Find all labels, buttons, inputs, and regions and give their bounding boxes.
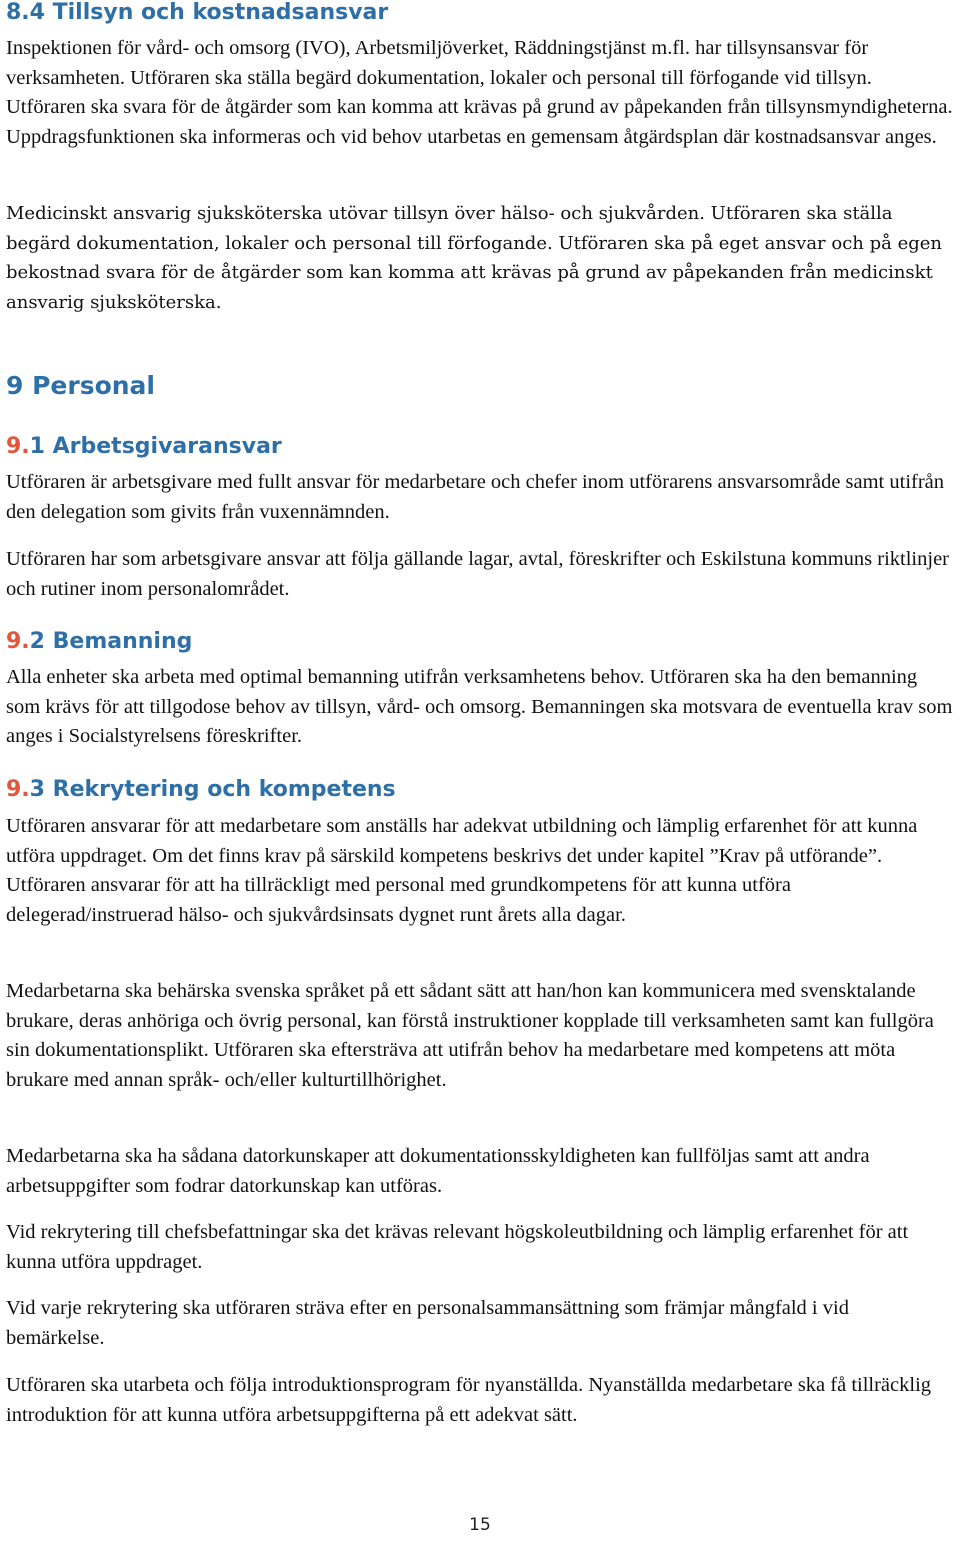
heading-9: 9 Personal xyxy=(6,371,155,400)
heading-8-4: 8.4 Tillsyn och kostnadsansvar xyxy=(6,0,389,25)
heading-9-2-title: 2 Bemanning xyxy=(29,629,193,654)
paragraph-9-3-4: Vid rekrytering till chefsbefattningar ska det krävas relevant högskoleutbildning och lämplig erfarenhet för att kunna utföra uppdraget. xyxy=(6,1221,909,1273)
paragraph-8-4-1-text: Inspektionen för vård- och omsorg (IVO), Arbetsmiljöverket, Räddningstjänst m.fl. har tillsynsansvar för verksamheten. Utföraren ska ställa begärd dokumentation, lokaler och personal till förfogande vid tillsyn. Utföraren ska svara för de åtgärder som kan komma att krävas på grund av påpekanden från tillsynsmyndigheterna. Uppdragsfunktionen ska informeras och vid behov utarbetas en gemensam åtgärdsplan där kostnadsansvar anges. xyxy=(6,37,953,148)
heading-9-3 xyxy=(6,775,396,805)
page-number: 15 xyxy=(469,1515,491,1535)
paragraph-9-3-2: Medarbetarna ska behärska svenska språket på ett sådant sätt att han/hon kan kommunicera med svensktalande brukare, deras anhöriga och övrig personal, kan förstå instruktioner kopplade till verksamheten samt kan fullgöra sin dokumentationsplikt. Utföraren ska eftersträva att utifrån behov ha medarbetare med kompetens att möta brukare med annan språk- och/eller kulturtillhörighet. xyxy=(6,980,934,1091)
heading-9-2 xyxy=(6,627,192,657)
heading-9-1-number: 9. xyxy=(6,434,30,459)
heading-9-3-number: 9. xyxy=(6,777,30,802)
paragraph-9-3-6: Utföraren ska utarbeta och följa introduktionsprogram för nyanställda. Nyanställda medarbetare ska få tillräcklig introduktion för att kunna utföra arbetsuppgifterna på ett adekvat sätt. xyxy=(6,1374,932,1426)
paragraph-9-3-3: Medarbetarna ska ha sådana datorkunskaper att dokumentationsskyldigheten kan fullföljas samt att andra arbetsuppgifter som fodrar datorkunskap kan utföras. xyxy=(6,1145,870,1197)
heading-9-3-title: 3 Rekrytering och kompetens xyxy=(29,777,396,802)
paragraph-9-1-1: Utföraren är arbetsgivare med fullt ansvar för medarbetare och chefer inom utförarens ansvarsområde samt utifrån den delegation som givits från vuxennämnden. xyxy=(6,471,945,523)
heading-9-1-title: 1 Arbetsgivaransvar xyxy=(29,434,282,459)
paragraph-8-4-2: Medicinskt ansvarig sjuksköterska utövar tillsyn över hälso- och sjukvården. Utföraren ska ställa begärd dokumentation, lokaler och personal till förfogande. Utföraren ska på eget ansvar och på egen bekostnad svara för de åtgärder som kan komma att krävas på grund av påpekanden från medicinskt ansvarig sjuksköterska. xyxy=(6,203,943,313)
heading-9-2-number: 9. xyxy=(6,629,30,654)
paragraph-9-3-5: Vid varje rekrytering ska utföraren sträva efter en personalsammansättning som främjar mångfald i vid bemärkelse. xyxy=(6,1297,849,1349)
paragraph-9-1-2: Utföraren har som arbetsgivare ansvar att följa gällande lagar, avtal, föreskrifter och Eskilstuna kommuns riktlinjer och rutiner inom personalområdet. xyxy=(6,548,949,600)
heading-9-1 xyxy=(6,432,282,462)
paragraph-9-2-1: Alla enheter ska arbeta med optimal bemanning utifrån verksamhetens behov. Utföraren ska ha den bemanning som krävs för att tillgodose behov av tillsyn, vård- och omsorg. Bemanningen ska motsvara de eventuella krav som anges i Socialstyrelsens föreskrifter. xyxy=(6,666,953,747)
paragraph-9-3-1: Utföraren ansvarar för att medarbetare som anställs har adekvat utbildning och lämplig erfarenhet för att kunna utföra uppdraget. Om det finns krav på särskild kompetens beskrivs det under kapitel ”Krav på utförande”. Utföraren ansvarar för att ha tillräckligt med personal med grundkompetens för att kunna utföra delegerad/instruerad hälso- och sjukvårdsinsats dygnet runt årets alla dagar. xyxy=(6,815,918,926)
paragraph-8-4-1-block xyxy=(6,34,956,152)
